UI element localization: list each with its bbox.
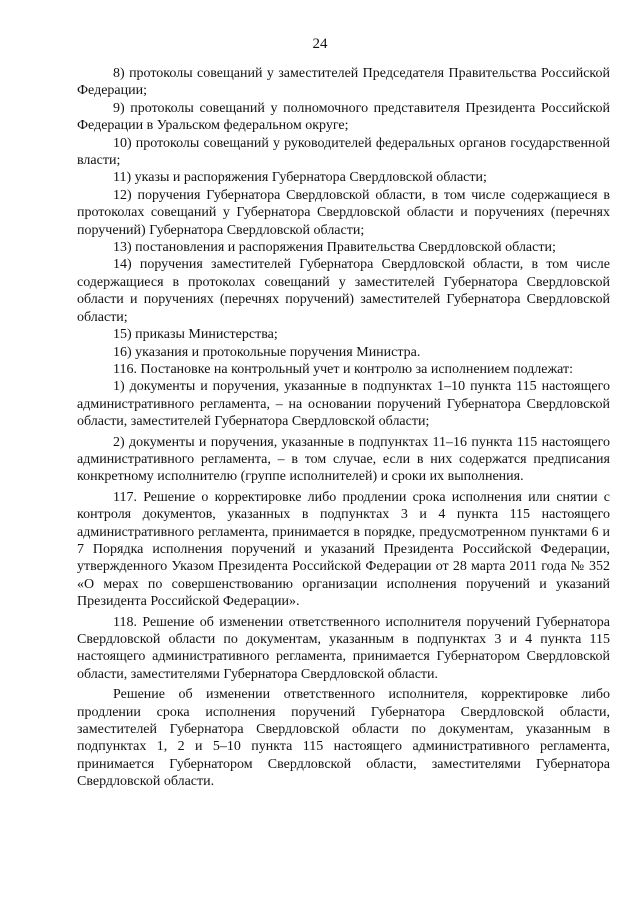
paragraph-item-11: 11) указы и распоряжения Губернатора Свердловской области; xyxy=(113,170,487,186)
paragraph-116-1: 1) документы и поручения, указанные в подпунктах 1–10 пункта 115 настоящего административного регламента, – на основании поручений Губернатора Свердловской области, заместителей Губернатора Свердловской области; xyxy=(77,379,610,430)
paragraph-item-8: 8) протоколы совещаний у заместителей Председателя Правительства Российской Федерации; xyxy=(77,66,610,99)
paragraph-item-16: 16) указания и протокольные поручения Министра. xyxy=(113,344,421,360)
paragraph-117: 117. Решение о корректировке либо продлении срока исполнения или снятии с контроля документов, указанных в подпунктах 3 и 4 пункта 115 настоящего административного регламента, принимается в порядке, предусмотренном пунктами 6 и 7 Порядка исполнения поручений и указаний Президента Российской Федерации, утвержденного Указом Президента Российской Федерации от 28 марта 2011 года № 352 «О мерах по совершенствованию организации исполнения поручений и указаний Президента Российской Федерации». xyxy=(77,489,610,610)
paragraph-118: 118. Решение об изменении ответственного исполнителя поручений Губернатора Свердловской области по документам, указанным в подпунктах 3 и 4 пункта 115 настоящего административного регламента, принимается Губернатором Свердловской области, заместителями Губернатора Свердловской области. xyxy=(77,614,610,682)
paragraph-116-2: 2) документы и поручения, указанные в подпунктах 11–16 пункта 115 настоящего административного регламента, – в том случае, если в них содержатся предписания конкретному исполнителю (группе исполнителей) и сроки их выполнения. xyxy=(77,434,610,485)
paragraph-118-decision: Решение об изменении ответственного исполнителя, корректировке либо продлении срока исполнения поручений Губернатора Свердловской области, заместителей Губернатора Свердловской области по документам, указанным в подпунктах 1, 2 и 5–10 пункта 115 настоящего административного регламента, принимается Губернатором Свердловской области, заместителями Губернатора Свердловской области. xyxy=(77,687,610,790)
paragraph-116: 116. Постановке на контрольный учет и контролю за исполнением подлежат: xyxy=(113,361,574,377)
paragraph-item-9: 9) протоколы совещаний у полномочного представителя Президента Российской Федерации в Уральском федеральном округе; xyxy=(77,100,610,134)
paragraph-item-13: 13) постановления и распоряжения Правительства Свердловской области; xyxy=(113,240,556,256)
page-number: 24 xyxy=(312,36,328,52)
paragraph-item-14: 14) поручения заместителей Губернатора Свердловской области, в том числе содержащиеся в протоколах совещаний у заместителей Губернатора Свердловской области и поручениях (перечнях поручений) заместителей Губернатора Свердловской области; xyxy=(77,257,610,325)
paragraph-item-12: 12) поручения Губернатора Свердловской области, в том числе содержащиеся в протоколах совещаний у Губернатора Свердловской области и поручениях (перечнях поручений) Губернатора Свердловской области; xyxy=(77,187,610,238)
paragraph-item-15: 15) приказы Министерства; xyxy=(113,327,278,343)
paragraph-item-10: 10) протоколы совещаний у руководителей федеральных органов государственной власти; xyxy=(77,135,610,169)
document-body xyxy=(77,65,610,791)
